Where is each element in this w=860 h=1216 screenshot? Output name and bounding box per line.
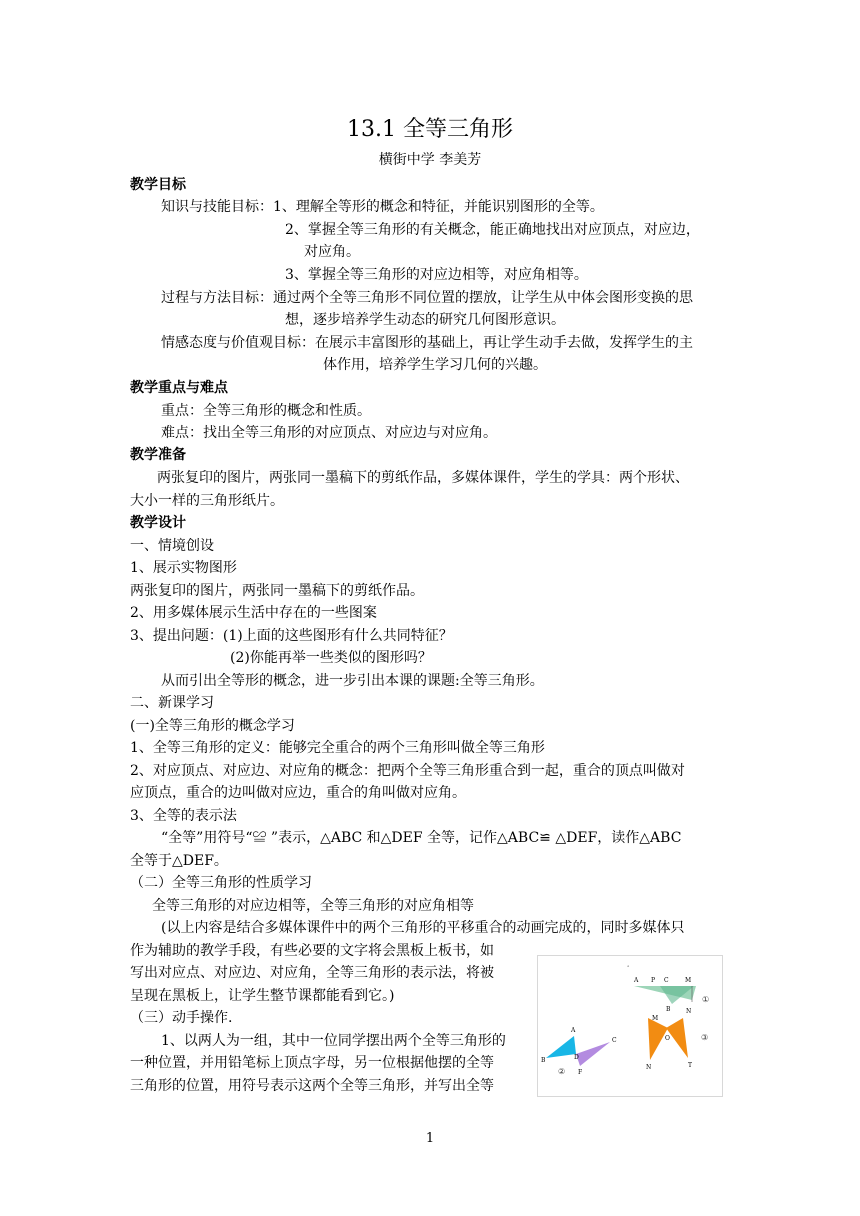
goal-attitude-cont: 体作用，培养学生学习几何的兴趣。 bbox=[323, 357, 547, 373]
goal-knowledge-1: 知识与技能目标：1、理解全等形的概念和特征，并能识别图形的全等。 bbox=[161, 199, 604, 215]
note-line-4: 呈现在黑板上，让学生整节课都能看到它。) bbox=[130, 988, 395, 1004]
goal-process-cont: 想，逐步培养学生动态的研究几何图形意识。 bbox=[285, 312, 565, 328]
author-line: 横街中学 李美芳 bbox=[378, 152, 482, 168]
label-m3: M bbox=[652, 1015, 659, 1022]
scenario-question-2: (2)你能再举一些类似的图形吗？ bbox=[230, 650, 432, 666]
heading-teaching-goals: 教学目标 bbox=[130, 177, 186, 193]
concept-definition: 1、全等三角形的定义：能够完全重合的两个三角形叫做全等三角形 bbox=[130, 740, 545, 756]
label-n3: N bbox=[646, 1064, 652, 1071]
congruent-triangles-figure bbox=[537, 955, 723, 1097]
triangle-purple bbox=[576, 1042, 610, 1066]
triangle-cyan bbox=[546, 1036, 576, 1058]
goal-process: 过程与方法目标：通过两个全等三角形不同位置的摆放，让学生从中体会图形变换的思 bbox=[161, 290, 693, 306]
section-scenario: 一、情境创设 bbox=[130, 538, 214, 554]
preparation-text-cont: 大小一样的三角形纸片。 bbox=[130, 493, 284, 509]
goal-attitude: 情感态度与价值观目标：在展示丰富图形的基础上，再让学生动手去做，发挥学生的主 bbox=[161, 335, 693, 351]
concept-correspondence-cont: 应顶点，重合的边叫做对应边，重合的角叫做对应角。 bbox=[130, 785, 466, 801]
label-a2: A bbox=[571, 1027, 576, 1034]
heading-preparation: 教学准备 bbox=[130, 447, 186, 463]
note-line-2: 作为辅助的教学手段，有些必要的文字将会黑板上板书，如 bbox=[130, 943, 494, 959]
scenario-item-2: 2、用多媒体展示生活中存在的一些图案 bbox=[130, 605, 377, 621]
scenario-item-1-text: 两张复印的图片，两张同一墨稿下的剪纸作品。 bbox=[130, 583, 424, 599]
concept-notation-cont: 全等于△DEF。 bbox=[130, 853, 228, 869]
label-a1: A bbox=[634, 977, 639, 984]
label-b1: B bbox=[666, 1006, 671, 1013]
heading-key-points: 教学重点与难点 bbox=[130, 380, 228, 396]
scenario-item-3: 3、提出问题：(1)上面的这些图形有什么共同特征？ bbox=[130, 628, 453, 644]
note-line-3: 写出对应点、对应边、对应角，全等三角形的表示法，将被 bbox=[130, 965, 494, 981]
section-new-lesson: 二、新课学习 bbox=[130, 695, 214, 711]
label-circle-2: ② bbox=[558, 1067, 566, 1076]
preparation-text: 两张复印的图片，两张同一墨稿下的剪纸作品，多媒体课件，学生的学具：两个形状、 bbox=[157, 470, 689, 486]
subsection-properties: （二）全等三角形的性质学习 bbox=[130, 875, 312, 891]
properties-text: 全等三角形的对应边相等，全等三角形的对应角相等 bbox=[152, 898, 474, 914]
figure-dot-label: ° bbox=[627, 965, 630, 971]
concept-correspondence: 2、对应顶点、对应边、对应角的概念：把两个全等三角形重合到一起，重合的顶点叫做对 bbox=[130, 763, 685, 779]
hands-on-line-3: 三角形的位置，用符号表示这两个全等三角形，并写出全等 bbox=[130, 1078, 494, 1094]
label-c1: C bbox=[664, 977, 669, 984]
label-c2: C bbox=[612, 1037, 617, 1044]
page-number: 1 bbox=[425, 1131, 435, 1146]
heading-design: 教学设计 bbox=[130, 515, 186, 531]
label-circle-1: ① bbox=[702, 995, 710, 1004]
goal-knowledge-3: 3、掌握全等三角形的对应边相等，对应角相等。 bbox=[285, 267, 588, 283]
goal-knowledge-2: 2、掌握全等三角形的有关概念，能正确地找出对应顶点，对应边， bbox=[285, 222, 700, 238]
concept-notation-heading: 3、全等的表示法 bbox=[130, 808, 237, 824]
hands-on-line-2: 一种位置，并用铅笔标上顶点字母，另一位根据他摆的全等 bbox=[130, 1055, 494, 1071]
key-point: 重点：全等三角形的概念和性质。 bbox=[161, 403, 371, 419]
hands-on-line-1: 1、以两人为一组，其中一位同学摆出两个全等三角形的 bbox=[161, 1033, 506, 1049]
label-f2: F bbox=[578, 1069, 583, 1076]
goal-knowledge-2-cont: 对应角。 bbox=[304, 244, 360, 260]
concept-notation: “全等”用符号“≌ ”表示，△ABC 和△DEF 全等，记作△ABC≌ △DEF，读作△ABC bbox=[161, 830, 682, 846]
label-p1: P bbox=[651, 977, 656, 984]
label-circle-3: ③ bbox=[701, 1033, 709, 1042]
label-d2: D bbox=[574, 1054, 579, 1061]
subsection-hands-on: （三）动手操作. bbox=[130, 1010, 233, 1026]
label-b2: B bbox=[541, 1057, 546, 1064]
document-title: 13.1 全等三角形 bbox=[347, 117, 513, 142]
label-n1: N bbox=[686, 1008, 692, 1015]
scenario-conclusion: 从而引出全等形的概念，进一步引出本课的课题:全等三角形。 bbox=[161, 673, 544, 689]
label-o3: O bbox=[665, 1035, 670, 1042]
difficult-point: 难点：找出全等三角形的对应顶点、对应边与对应角。 bbox=[161, 425, 497, 441]
scenario-item-1: 1、展示实物图形 bbox=[130, 560, 237, 576]
triangles-diagram bbox=[538, 956, 722, 1096]
note-line-1: (以上内容是结合多媒体课件中的两个三角形的平移重合的动画完成的，同时多媒体只 bbox=[161, 920, 685, 936]
label-m1: M bbox=[685, 977, 692, 984]
subsection-concept: (一)全等三角形的概念学习 bbox=[130, 718, 295, 734]
label-t3: T bbox=[688, 1062, 693, 1069]
